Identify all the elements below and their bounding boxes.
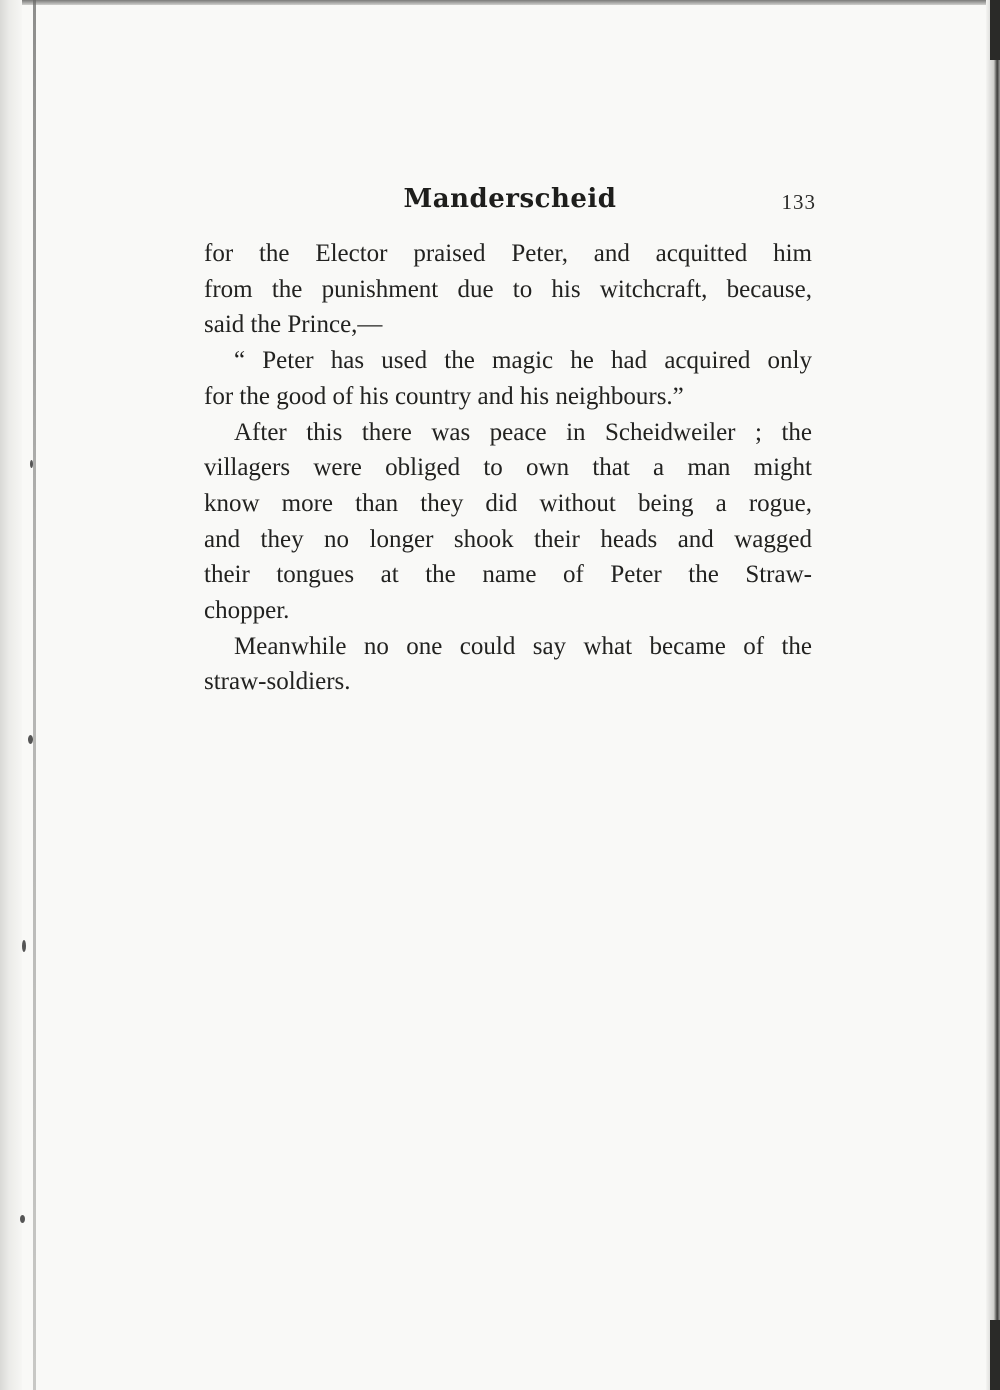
running-head-title: Manderscheid: [403, 184, 617, 214]
paragraph: [204, 415, 812, 629]
scan-speck: [28, 735, 33, 744]
page-right-edge: [986, 0, 1000, 1390]
body-text: [204, 236, 812, 700]
scan-corner-top: [990, 0, 1000, 60]
page-top-edge: [0, 0, 1000, 5]
text-line: their tongues at the name of Peter the Straw-: [204, 561, 812, 589]
running-head: [204, 184, 816, 224]
scan-speck: [22, 940, 26, 952]
book-spine-shadow: [33, 0, 36, 1390]
page-left-edge: [0, 0, 22, 1390]
text-line: “ Peter has used the magic he had acquired only: [234, 347, 812, 375]
text-line: straw-soldiers.: [204, 668, 351, 696]
paragraph: [204, 629, 812, 700]
text-line: for the Elector praised Peter, and acquitted him: [204, 240, 812, 267]
paragraph: [204, 236, 812, 343]
paragraph: [204, 343, 812, 414]
text-line: and they no longer shook their heads and wagged: [204, 525, 812, 553]
text-line: from the punishment due to his witchcraft, because,: [204, 275, 812, 303]
text-line: said the Prince,—: [204, 311, 383, 339]
text-line: know more than they did without being a rogue,: [204, 489, 812, 517]
text-line: Meanwhile no one could say what became of the: [234, 632, 812, 660]
scan-speck: [30, 460, 33, 468]
page-number: 133: [781, 190, 816, 214]
scan-speck: [20, 1215, 25, 1223]
text-line: After this there was peace in Scheidweiler ; the: [234, 418, 812, 446]
text-line: villagers were obliged to own that a man might: [204, 454, 812, 482]
text-line: chopper.: [204, 597, 290, 625]
text-line: for the good of his country and his neighbours.”: [204, 382, 684, 410]
scan-corner-bottom: [990, 1320, 1000, 1390]
